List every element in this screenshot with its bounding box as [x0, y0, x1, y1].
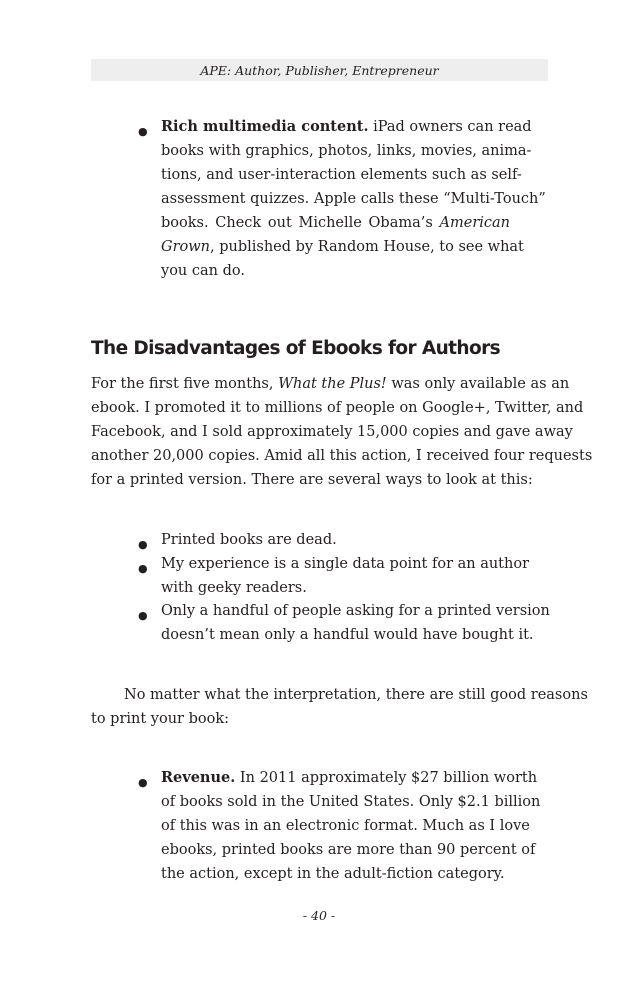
italic-title: American	[439, 215, 510, 231]
text-span: iPad owners can read	[373, 119, 532, 135]
running-head: APE: Author, Publisher, Entrepreneur	[200, 63, 439, 78]
list-item-line	[161, 214, 510, 232]
list-item-line: My experience is a single data point for an author	[161, 556, 530, 572]
text-span: , published by Random House, to see what	[210, 239, 524, 255]
list-item-line: doesn’t mean only a handful would have bought it.	[161, 627, 534, 643]
text-span: In 2011 approximately $27 billion worth	[239, 770, 538, 786]
list-item-line: assessment quizzes. Apple calls these “Multi-Touch”	[161, 191, 546, 207]
list-item-line: ebooks, printed books are more than 90 percent of	[161, 842, 536, 858]
paragraph-line: ebook. I promoted it to millions of people on Google+, Twitter, and	[91, 400, 584, 416]
list-item-line	[161, 769, 538, 787]
italic-title: What the Plus!	[278, 376, 387, 392]
list-item-line: of books sold in the United States. Only $2.1 billion	[161, 794, 541, 810]
list-item-line: tions, and user-interaction elements such as self-	[161, 167, 522, 183]
paragraph-line: for a printed version. There are several ways to look at this:	[91, 472, 533, 488]
list-item-line	[161, 118, 532, 136]
list-item-line	[161, 238, 524, 256]
page-number: - 40 -	[302, 908, 336, 923]
bullet-dot-icon: ●	[138, 125, 148, 138]
bullet-dot-icon: ●	[138, 776, 148, 789]
bullet-dot-icon: ●	[138, 609, 148, 622]
paragraph-line: another 20,000 copies. Amid all this action, I received four requests	[91, 448, 593, 464]
bullet-dot-icon: ●	[138, 538, 148, 551]
bold-lead: Rich multimedia content.	[161, 118, 369, 135]
paragraph-line: No matter what the interpretation, there are still good reasons	[124, 687, 588, 703]
list-item-line: the action, except in the adult-fiction category.	[161, 866, 505, 882]
paragraph-line: Facebook, and I sold approximately 15,000 copies and gave away	[91, 424, 573, 440]
section-heading: The Disadvantages of Ebooks for Authors	[91, 338, 501, 359]
list-item-line: with geeky readers.	[161, 580, 307, 596]
list-item-line: you can do.	[161, 263, 245, 279]
list-item-line: books with graphics, photos, links, movies, anima-	[161, 143, 532, 159]
text-span: For the first five months,	[91, 376, 274, 392]
bullet-dot-icon: ●	[138, 562, 148, 575]
list-item-line: of this was in an electronic format. Much as I love	[161, 818, 530, 834]
text-span: was only available as an	[391, 376, 570, 392]
text-span: books. Check out Michelle Obama’s	[161, 215, 433, 231]
bold-lead: Revenue.	[161, 769, 236, 786]
running-head-bar	[91, 59, 548, 81]
list-item: Printed books are dead.	[161, 532, 337, 548]
list-item-line: Only a handful of people asking for a printed version	[161, 603, 550, 619]
paragraph-line: to print your book:	[91, 711, 230, 727]
italic-title: Grown	[161, 239, 210, 255]
paragraph-line	[91, 375, 570, 393]
